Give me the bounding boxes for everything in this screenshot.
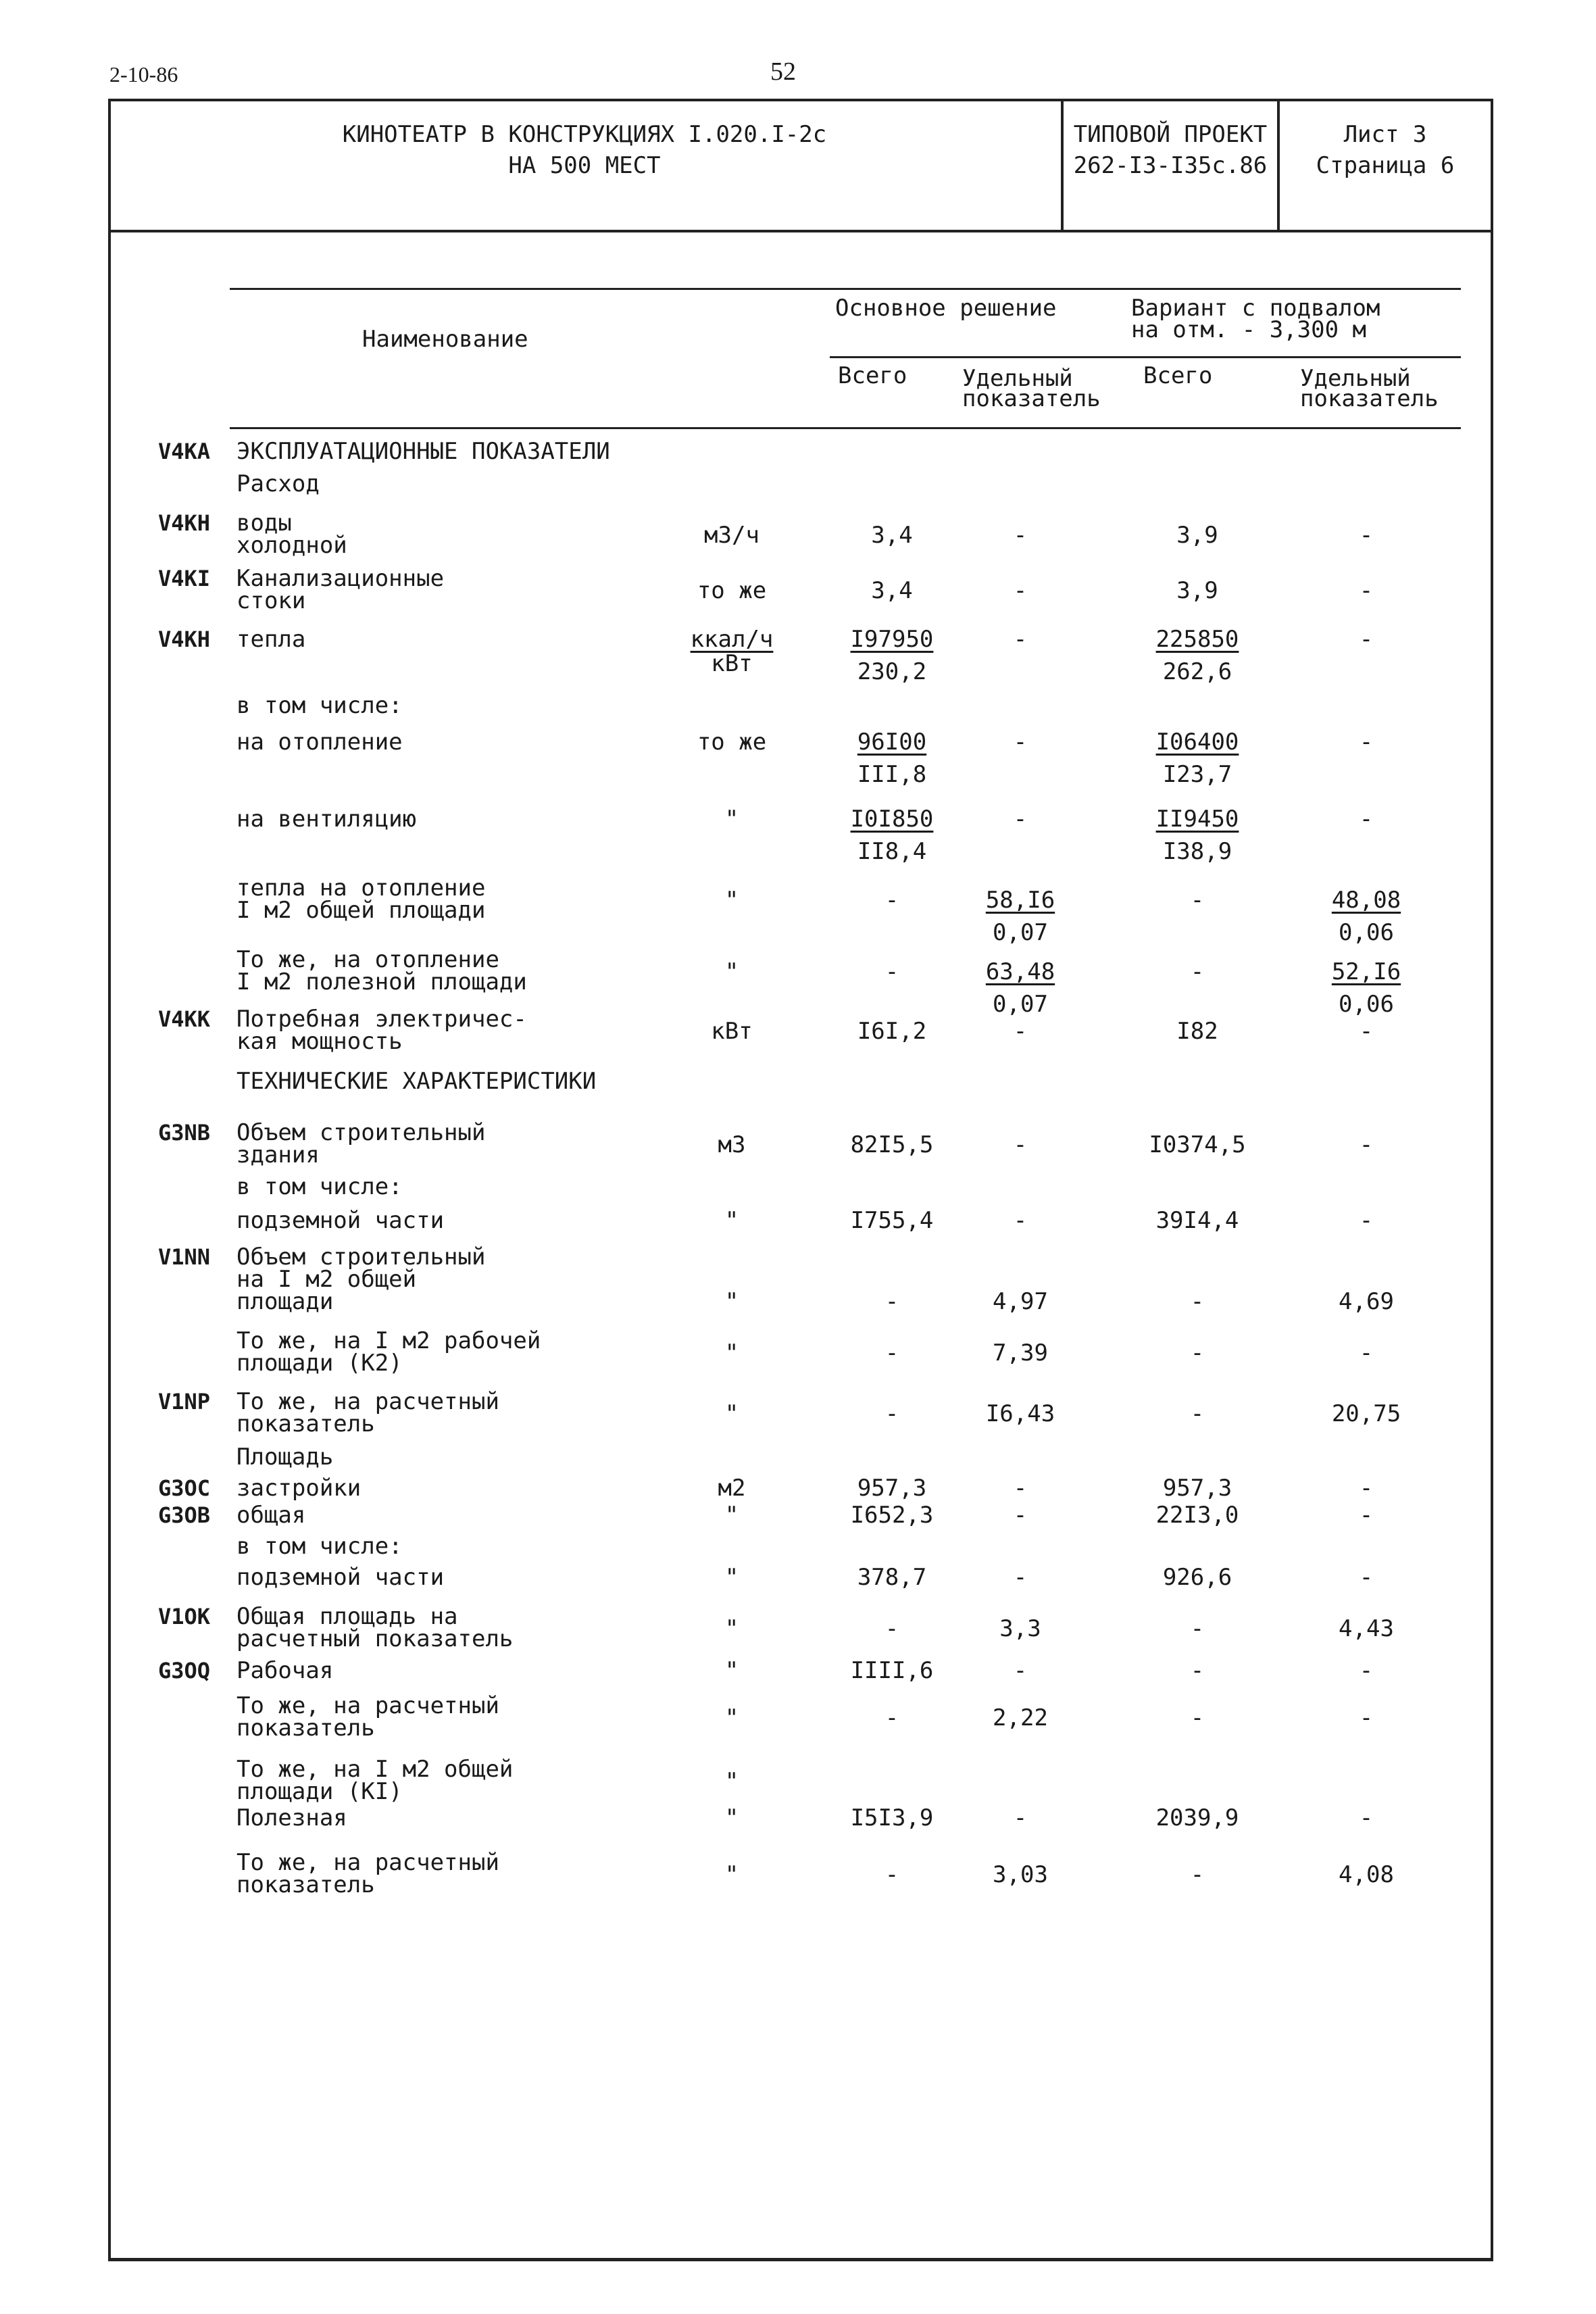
row-label: Канализационные	[236, 565, 445, 592]
main-total: -	[884, 887, 899, 914]
variant-specific: -	[1359, 626, 1374, 653]
row-label: подземной части	[236, 1207, 445, 1234]
row-unit: "	[724, 1704, 739, 1731]
variant-specific: -	[1359, 1207, 1374, 1234]
project-cell	[1061, 99, 1277, 230]
row-unit: "	[724, 1657, 739, 1684]
main-total: -	[884, 1339, 899, 1367]
row-label-line-2: площади (K2)	[236, 1350, 403, 1377]
main-specific: -	[1013, 577, 1028, 604]
main-total-secondary: II8,4	[857, 838, 927, 865]
title-line-1: КИНОТЕАТР В КОНСТРУКЦИЯХ I.020.I-2с	[342, 121, 827, 148]
sheet-number: Лист 3	[1343, 121, 1427, 148]
main-total: -	[884, 1704, 899, 1731]
row-unit: "	[724, 1339, 739, 1367]
variant-total: -	[1190, 1288, 1205, 1315]
main-total: -	[884, 1400, 899, 1427]
row-label: Потребная электричес-	[236, 1006, 527, 1033]
row-unit: "	[724, 1207, 739, 1234]
variant-specific: -	[1359, 1804, 1374, 1831]
main-total: 378,7	[857, 1564, 927, 1591]
col-main-specific-header-1: Удельный	[962, 365, 1073, 392]
row-code: V4KI	[158, 566, 211, 591]
row-unit-secondary: кВт	[711, 650, 753, 677]
main-total: IIII,6	[850, 1657, 934, 1684]
main-total: I652,3	[850, 1502, 934, 1529]
variant-total: -	[1190, 1339, 1205, 1367]
variant-total-secondary: 262,6	[1162, 658, 1232, 685]
variant-specific: -	[1359, 1018, 1374, 1045]
variant-total: 3,9	[1176, 522, 1218, 549]
main-total: I6I,2	[857, 1018, 927, 1045]
row-unit: кВт	[711, 1018, 753, 1045]
main-specific: -	[1013, 1502, 1028, 1529]
variant-specific: -	[1359, 522, 1374, 549]
row-label: Площадь	[236, 1444, 334, 1471]
row-unit: "	[724, 806, 739, 833]
main-specific: I6,43	[985, 1400, 1055, 1427]
row-unit: м3	[718, 1131, 746, 1158]
row-label: тепла на отопление	[236, 875, 486, 902]
row-label-line-2: кая мощность	[236, 1028, 403, 1055]
main-total-secondary: 230,2	[857, 658, 927, 685]
row-unit: "	[724, 887, 739, 914]
row-unit: "	[724, 1768, 739, 1795]
row-label: То же, на расчетный	[236, 1692, 499, 1719]
row-unit: "	[724, 1400, 739, 1427]
title-line-2: НА 500 МЕСТ	[508, 152, 661, 179]
variant-total: 957,3	[1162, 1475, 1232, 1502]
main-specific: -	[1013, 1804, 1028, 1831]
col-main-total-header: Всего	[838, 362, 907, 389]
row-code: V1NN	[158, 1244, 211, 1270]
variant-specific: -	[1359, 1475, 1374, 1502]
sheet-cell	[1277, 99, 1491, 230]
row-label-line-2: показатель	[236, 1715, 375, 1742]
variant-specific: 20,75	[1331, 1400, 1401, 1427]
variant-specific: -	[1359, 577, 1374, 604]
row-label: общая	[236, 1502, 306, 1529]
variant-specific: -	[1359, 806, 1374, 833]
variant-total: I06400	[1155, 729, 1239, 756]
main-specific: -	[1013, 1564, 1028, 1591]
row-code: G3NB	[158, 1120, 211, 1146]
variant-total: -	[1190, 887, 1205, 914]
row-label: в том числе:	[236, 1173, 403, 1200]
row-label: тепла	[236, 626, 306, 653]
page-number: 52	[770, 57, 796, 86]
main-total: I755,4	[850, 1207, 934, 1234]
col-variant-group-header-2: на отм. - 3,300 м	[1131, 316, 1366, 343]
row-code: V1OK	[158, 1604, 211, 1629]
sheet-page: Страница 6	[1316, 152, 1455, 179]
col-variant-specific-header-1: Удельный	[1300, 365, 1411, 392]
variant-specific: -	[1359, 1339, 1374, 1367]
main-specific: 7,39	[993, 1339, 1048, 1367]
row-unit: "	[724, 1502, 739, 1529]
variant-specific: 4,69	[1339, 1288, 1394, 1315]
row-code: G3OQ	[158, 1658, 211, 1683]
main-total: I97950	[850, 626, 934, 653]
row-label: Полезная	[236, 1804, 347, 1831]
variant-specific: -	[1359, 1502, 1374, 1529]
row-unit: "	[724, 1288, 739, 1315]
main-total: 96I00	[857, 729, 927, 756]
variant-total-secondary: I38,9	[1162, 838, 1232, 865]
row-label: Объем строительный	[236, 1244, 486, 1271]
row-unit: м3/ч	[704, 522, 759, 549]
main-specific: -	[1013, 806, 1028, 833]
main-specific: -	[1013, 626, 1028, 653]
row-label: на отопление	[236, 729, 403, 756]
row-unit: "	[724, 958, 739, 985]
main-specific: 63,48	[985, 958, 1055, 985]
variant-total: -	[1190, 1657, 1205, 1684]
row-label-line-2: I м2 общей площади	[236, 897, 486, 924]
row-label: подземной части	[236, 1564, 445, 1591]
variant-specific: -	[1359, 1657, 1374, 1684]
variant-total-secondary: I23,7	[1162, 761, 1232, 788]
project-code: 262-I3-I35с.86	[1073, 152, 1268, 179]
row-code: V4KK	[158, 1006, 211, 1032]
variant-specific: -	[1359, 1564, 1374, 1591]
col-name-header: Наименование	[362, 326, 528, 353]
row-unit: "	[724, 1804, 739, 1831]
main-specific: 3,03	[993, 1861, 1048, 1888]
table-header-rule	[230, 427, 1461, 429]
variant-total: 926,6	[1162, 1564, 1232, 1591]
variant-total: -	[1190, 1704, 1205, 1731]
variant-specific-secondary: 0,06	[1339, 991, 1394, 1018]
main-specific: -	[1013, 729, 1028, 756]
col-variant-specific-header-2: показатель	[1300, 385, 1439, 412]
row-code: V1NP	[158, 1389, 211, 1414]
main-specific: 2,22	[993, 1704, 1048, 1731]
row-label: Расход	[236, 470, 320, 497]
main-total: I5I3,9	[850, 1804, 934, 1831]
row-label: Общая площадь на	[236, 1603, 458, 1630]
project-line-1: ТИПОВОЙ ПРОЕКТ	[1073, 121, 1268, 148]
table-top-rule	[230, 288, 1461, 290]
variant-total: 39I4,4	[1155, 1207, 1239, 1234]
row-label-line-2: на I м2 общей	[236, 1266, 417, 1293]
row-label: То же, на расчетный	[236, 1849, 499, 1876]
main-total: -	[884, 1615, 899, 1642]
row-label: на вентиляцию	[236, 806, 417, 833]
variant-total: -	[1190, 958, 1205, 985]
main-specific: -	[1013, 1207, 1028, 1234]
row-label-line-2: здания	[236, 1141, 320, 1168]
variant-total: 22I3,0	[1155, 1502, 1239, 1529]
row-label: ТЕХНИЧЕСКИЕ ХАРАКТЕРИСТИКИ	[236, 1068, 597, 1095]
main-total: -	[884, 1861, 899, 1888]
variant-specific: 4,43	[1339, 1615, 1394, 1642]
main-total: 957,3	[857, 1475, 927, 1502]
row-label: воды	[236, 510, 292, 537]
row-label: застройки	[236, 1475, 361, 1502]
row-unit: ккал/ч	[690, 626, 774, 653]
row-label-line-2: стоки	[236, 587, 306, 614]
main-total: -	[884, 1288, 899, 1315]
title-text	[108, 119, 1061, 181]
row-label: То же, на расчетный	[236, 1388, 499, 1415]
variant-total: -	[1190, 1861, 1205, 1888]
main-specific: 58,I6	[985, 887, 1055, 914]
variant-total: -	[1190, 1615, 1205, 1642]
variant-total: I0374,5	[1149, 1131, 1246, 1158]
variant-specific: -	[1359, 1131, 1374, 1158]
row-label-line-2: I м2 полезной площади	[236, 968, 527, 995]
row-unit: то же	[697, 577, 767, 604]
table-group-rule	[830, 356, 1461, 358]
main-specific-secondary: 0,07	[993, 919, 1048, 946]
row-label-line-2: холодной	[236, 532, 347, 559]
variant-total: 225850	[1155, 626, 1239, 653]
row-label-line-2: площади (KI)	[236, 1778, 403, 1805]
row-label-line-3: площади	[236, 1288, 334, 1315]
row-label: Объем строительный	[236, 1119, 486, 1146]
variant-specific: 4,08	[1339, 1861, 1394, 1888]
row-label: Рабочая	[236, 1657, 334, 1684]
variant-specific: 48,08	[1331, 887, 1401, 914]
main-total-secondary: III,8	[857, 761, 927, 788]
row-code: G3OB	[158, 1502, 211, 1528]
main-specific: -	[1013, 1018, 1028, 1045]
main-specific: -	[1013, 1131, 1028, 1158]
main-specific: -	[1013, 1475, 1028, 1502]
row-unit: "	[724, 1615, 739, 1642]
variant-specific: -	[1359, 729, 1374, 756]
main-specific: 3,3	[999, 1615, 1041, 1642]
variant-total: -	[1190, 1400, 1205, 1427]
main-specific: 4,97	[993, 1288, 1048, 1315]
variant-specific: -	[1359, 1704, 1374, 1731]
row-label: То же, на отопление	[236, 946, 499, 973]
row-code: V4KA	[158, 439, 211, 464]
row-label-line-2: показатель	[236, 1410, 375, 1437]
main-total: 3,4	[871, 577, 913, 604]
row-label: ЭКСПЛУАТАЦИОННЫЕ ПОКАЗАТЕЛИ	[236, 438, 610, 465]
variant-total: I82	[1176, 1018, 1218, 1045]
row-label: То же, на I м2 общей	[236, 1756, 514, 1783]
variant-specific: 52,I6	[1331, 958, 1401, 985]
main-total: 3,4	[871, 522, 913, 549]
row-unit: "	[724, 1564, 739, 1591]
row-label-line-2: показатель	[236, 1871, 375, 1898]
variant-total: 3,9	[1176, 577, 1218, 604]
row-code: G3OC	[158, 1475, 211, 1501]
title-block	[108, 99, 1493, 232]
variant-total: II9450	[1155, 806, 1239, 833]
col-main-group-header: Основное решение	[835, 295, 1057, 322]
col-variant-total-header: Всего	[1143, 362, 1213, 389]
col-variant-group-header-1: Вариант с подвалом	[1131, 295, 1380, 322]
main-specific-secondary: 0,07	[993, 991, 1048, 1018]
document-number: 2-10-86	[109, 62, 178, 87]
main-total: -	[884, 958, 899, 985]
row-code: V4KH	[158, 510, 211, 536]
row-unit: то же	[697, 729, 767, 756]
row-unit: "	[724, 1861, 739, 1888]
row-unit: м2	[718, 1475, 746, 1502]
row-label: в том числе:	[236, 692, 403, 719]
col-main-specific-header-2: показатель	[962, 385, 1101, 412]
variant-specific-secondary: 0,06	[1339, 919, 1394, 946]
row-label-line-2: расчетный показатель	[236, 1625, 514, 1652]
row-label: То же, на I м2 рабочей	[236, 1327, 541, 1354]
main-total: I0I850	[850, 806, 934, 833]
main-specific: -	[1013, 1657, 1028, 1684]
main-specific: -	[1013, 522, 1028, 549]
variant-total: 2039,9	[1155, 1804, 1239, 1831]
row-code: V4KH	[158, 626, 211, 652]
main-total: 82I5,5	[850, 1131, 934, 1158]
row-label: в том числе:	[236, 1533, 403, 1560]
